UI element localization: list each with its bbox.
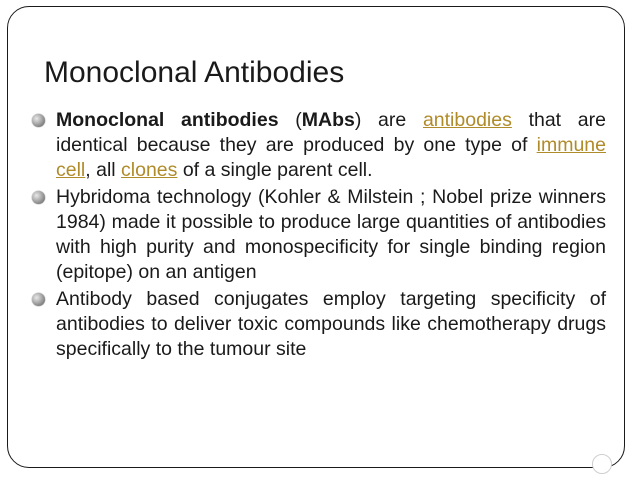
- link-clones[interactable]: clones: [121, 159, 178, 181]
- bullet-item-conjugates: [28, 287, 606, 362]
- term-monoclonal-antibodies: Monoclonal antibodies: [56, 109, 279, 131]
- bullet-dot-icon: [32, 114, 45, 127]
- bullet-item-hybridoma: [28, 185, 606, 285]
- text-segment: , all: [85, 159, 122, 181]
- text-segment: that are identical because they are produced by one type of: [56, 109, 606, 156]
- bullet-item-monoclonal: [28, 108, 606, 183]
- term-mabs: MAbs: [301, 109, 355, 131]
- link-immune-cell[interactable]: immune cell: [56, 134, 606, 181]
- bullet-list: [28, 108, 606, 364]
- bullet-text: Hybridoma technology (Kohler & Milstein ; Nobel prize winners 1984) made it possible to produce large quantities of antibodies with high purity and monospecificity for single binding region (epitope) on an antigen: [56, 186, 606, 283]
- page-indicator-icon: [592, 454, 612, 474]
- text-segment: of a single parent cell.: [177, 159, 373, 181]
- text-segment: ) are: [354, 109, 423, 131]
- text-segment: (: [278, 109, 302, 131]
- bullet-text: Antibody based conjugates employ targeting specificity of antibodies to deliver toxic compounds like chemotherapy drugs specifically to the tumour site: [56, 288, 606, 360]
- bullet-dot-icon: [32, 191, 45, 204]
- link-antibodies[interactable]: antibodies: [422, 109, 512, 131]
- bullet-dot-icon: [32, 293, 45, 306]
- slide-title: Monoclonal Antibodies: [44, 56, 345, 89]
